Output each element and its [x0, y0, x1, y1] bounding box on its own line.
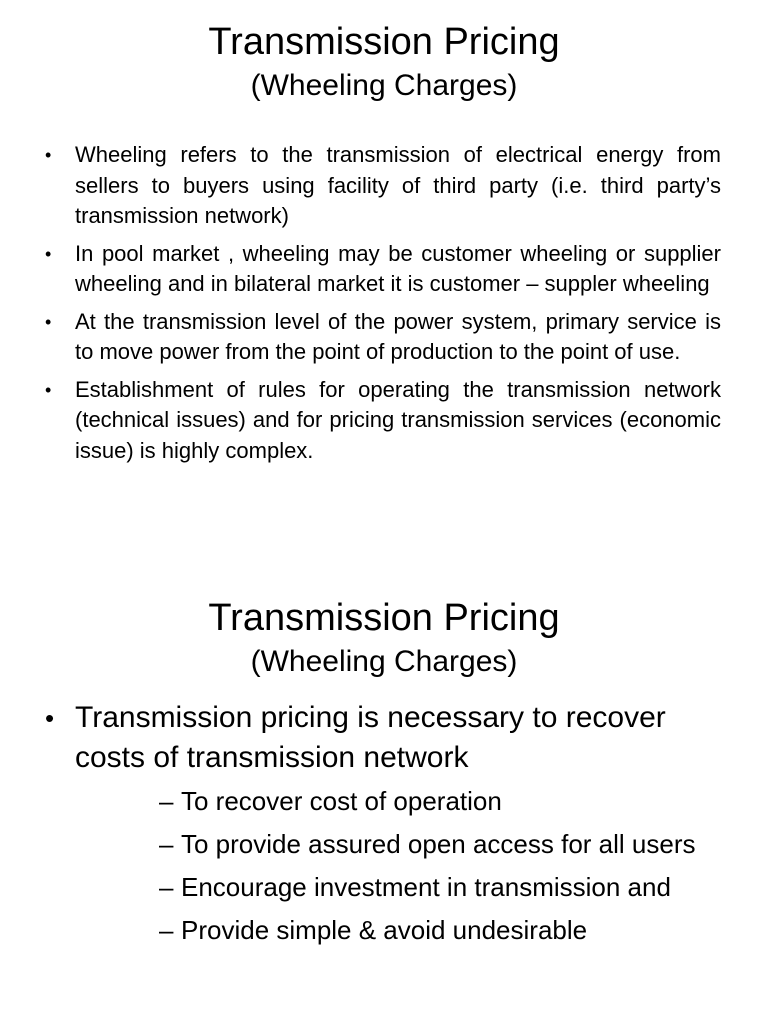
sub-bullet-item — [0, 913, 768, 948]
bullet-item — [0, 307, 768, 368]
bullet-item — [0, 698, 768, 778]
bullet-item — [0, 140, 768, 232]
sub-bullet-text: To recover cost of operation — [181, 786, 502, 816]
bullet-text: At the transmission level of the power system, primary service is to move power from the point of production to the point of use. — [75, 308, 721, 364]
sub-bullet-group — [0, 784, 768, 948]
dash-marker: – — [159, 829, 174, 859]
bullet-text: In pool market , wheeling may be customer wheeling or supplier wheeling and in bilateral market it is customer – suppler wheeling — [75, 240, 721, 296]
sub-bullet-text: Provide simple & avoid undesirable — [181, 915, 588, 945]
dash-marker: – — [159, 915, 174, 945]
slide-1-title: Transmission Pricing — [208, 21, 560, 63]
bullet-text: Establishment of rules for operating the transmission network (technical issues) and for pricing transmission services (economic issue) is highly complex. — [75, 376, 721, 463]
slide-2-bullet-list — [0, 698, 768, 956]
slide-2 — [0, 576, 768, 1024]
sub-bullet-text: To provide assured open access for all users — [181, 829, 696, 859]
bullet-marker: • — [45, 145, 52, 165]
slide-2-title: Transmission Pricing — [208, 597, 560, 639]
bullet-item — [0, 375, 768, 467]
slide-2-subtitle: (Wheeling Charges) — [250, 645, 518, 678]
bullet-text: Wheeling refers to the transmission of electrical energy from sellers to buyers using facility of third party (i.e. third party’s transmission network) — [75, 142, 721, 228]
bullet-marker: • — [45, 311, 52, 332]
bullet-marker: • — [45, 379, 52, 400]
sub-bullet-text: Encourage investment in transmission and — [181, 872, 671, 902]
sub-bullet-list — [0, 784, 768, 948]
sub-bullet-item — [0, 827, 768, 862]
bullet-text: Transmission pricing is necessary to recover costs of transmission network — [75, 701, 666, 774]
slide-1-bullet-list — [0, 140, 768, 473]
bullet-marker: • — [45, 243, 52, 264]
bullet-item — [0, 239, 768, 300]
sub-bullet-item — [0, 784, 768, 819]
dash-marker: – — [159, 872, 174, 902]
dash-marker: – — [159, 786, 174, 816]
slide-1-subtitle: (Wheeling Charges) — [250, 69, 518, 102]
sub-bullet-item — [0, 870, 768, 905]
bullet-marker: • — [45, 703, 55, 733]
